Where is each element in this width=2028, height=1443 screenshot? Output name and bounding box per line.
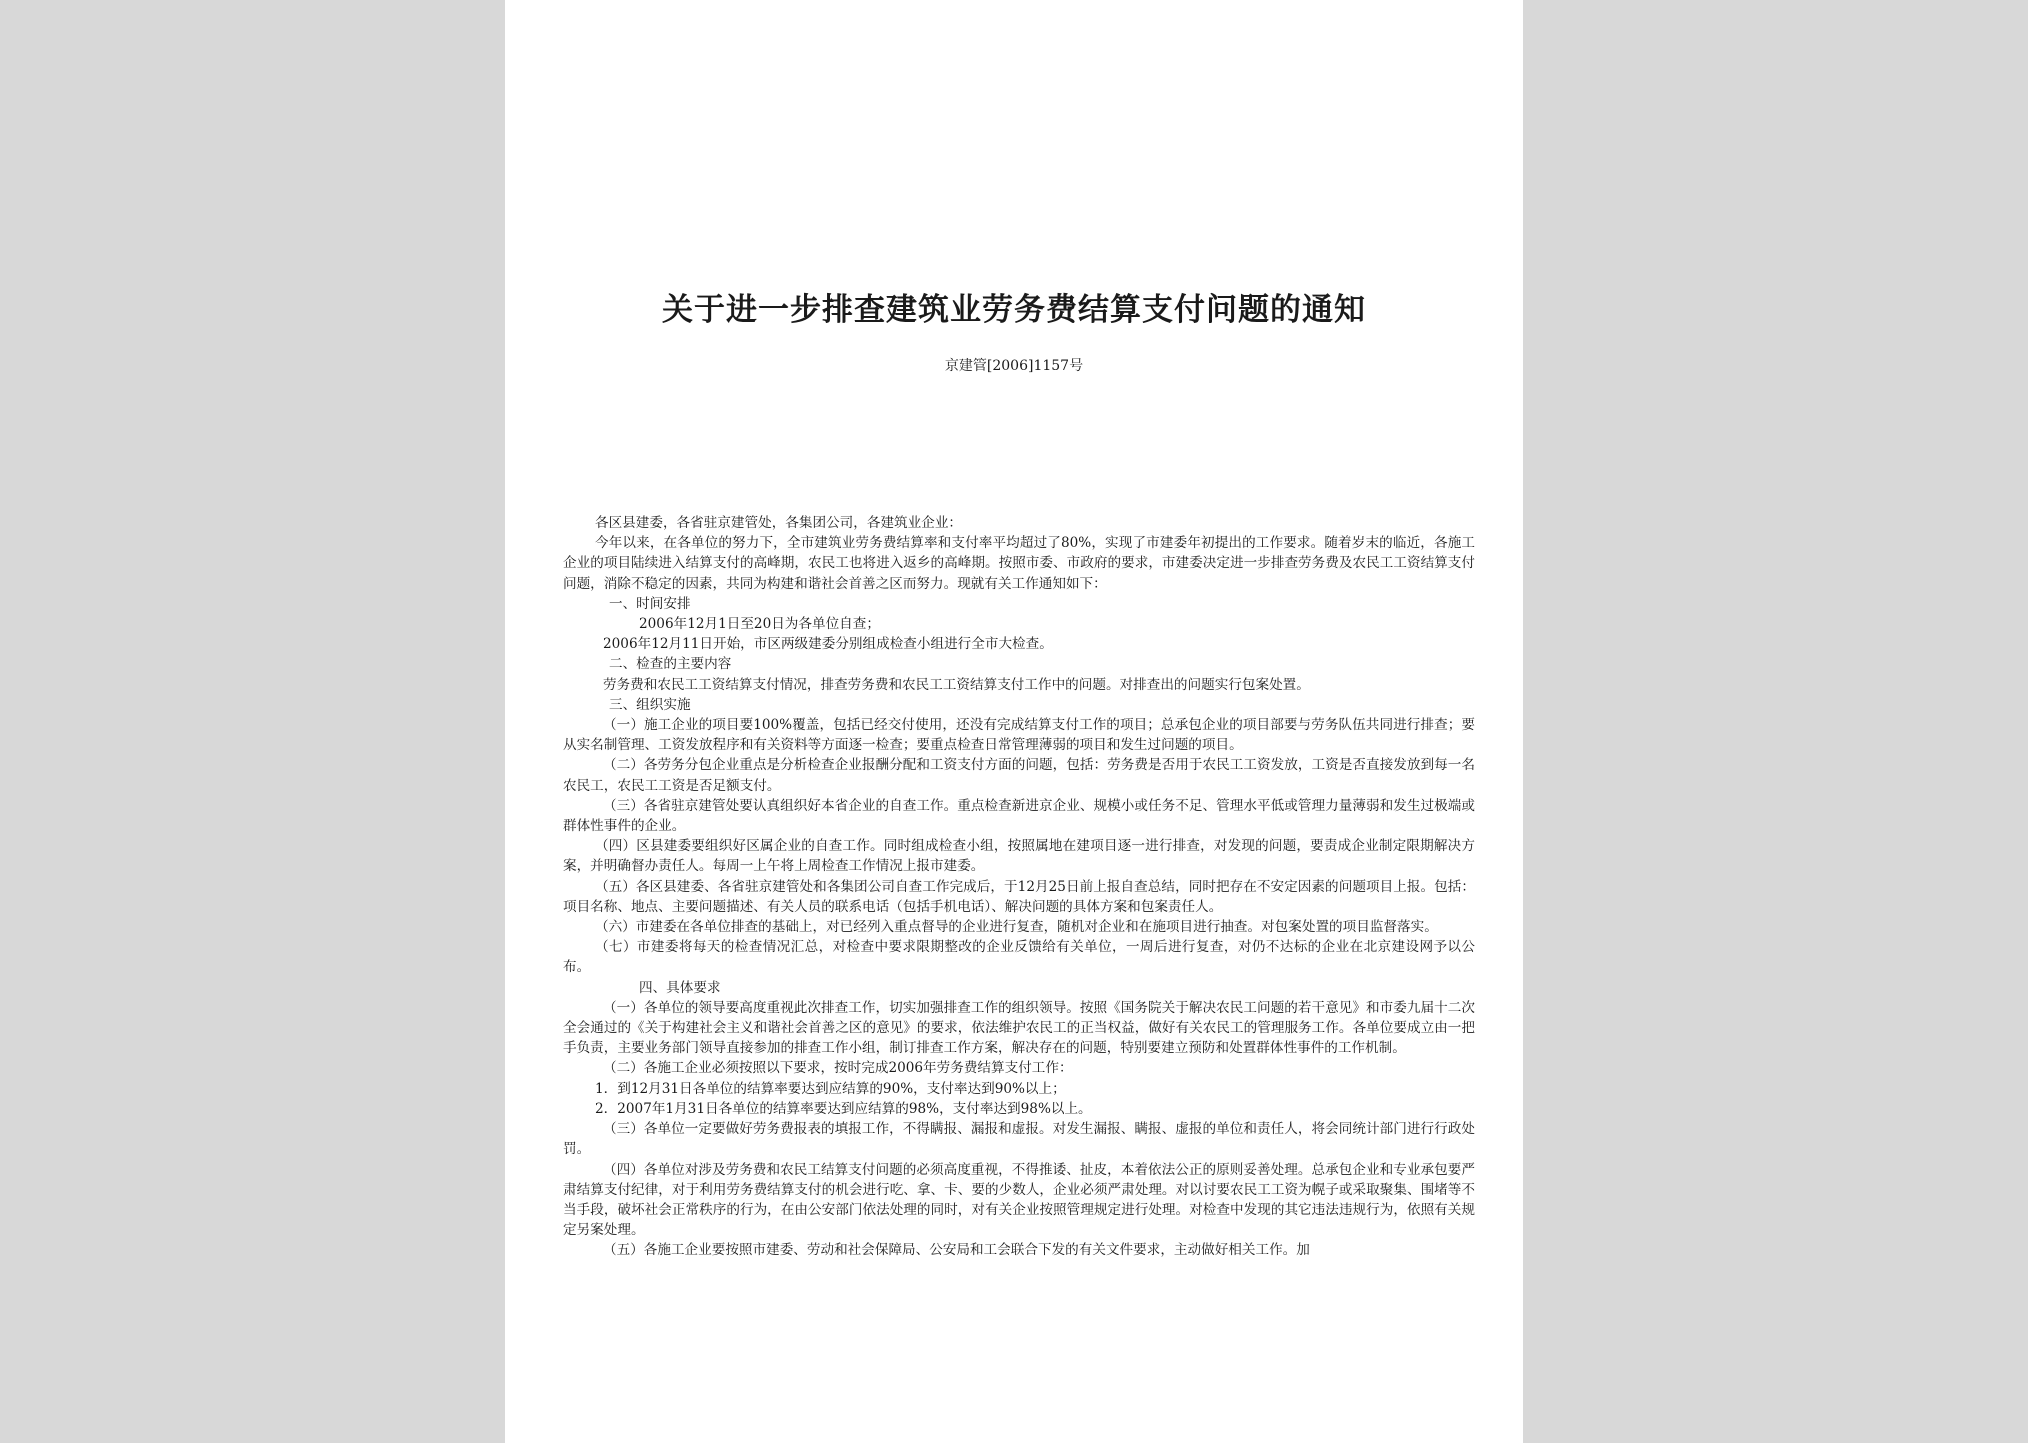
schedule-item-1: 2006年12月1日至20日为各单位自查； [639,616,880,633]
requirement-subitem-2: 2．2007年1月31日各单位的结算率要达到应结算的98%，支付率达到98%以上。 [595,1100,1092,1117]
section-heading-3: 三、组织实施 [609,696,691,713]
salutation: 各区县建委，各省驻京建管处，各集团公司，各建筑业企业： [595,515,963,531]
implementation-item-1: （一）施工企业的项目要100%覆盖，包括已经交付使用，还没有完成结算支付工作的项目；总承包企业的项目部要与劳务队伍共同进行排查；要从实名制管理、工资发放程序和有关资料等方面逐一检查；要重点检查日常管理薄弱的项目和发生过问题的项目。 [563,717,1475,754]
document-page [505,0,1523,1443]
requirement-item-5: （五）各施工企业要按照市建委、劳动和社会保障局、公安局和工会联合下发的有关文件要求，主动做好相关工作。加 [603,1242,1310,1259]
requirement-item-3: （三）各单位一定要做好劳务费报表的填报工作，不得瞒报、漏报和虚报。对发生漏报、瞒报、虚报的单位和责任人，将会同统计部门进行行政处罚。 [563,1121,1475,1158]
implementation-item-3: （三）各省驻京建管处要认真组织好本省企业的自查工作。重点检查新进京企业、规模小或任务不足、管理水平低或管理力量薄弱和发生过极端或群体性事件的企业。 [563,797,1475,835]
requirement-item-2: （二）各施工企业必须按照以下要求，按时完成2006年劳务费结算支付工作： [603,1060,1073,1077]
inspection-content: 劳务费和农民工工资结算支付情况，排查劳务费和农民工工资结算支付工作中的问题。对排查出的问题实行包案处置。 [603,676,1310,693]
section-heading-2: 二、检查的主要内容 [609,656,732,673]
document-title: 关于进一步排查建筑业劳务费结算支付问题的通知 [662,292,1366,328]
requirement-subitem-1: 1．到12月31日各单位的结算率要达到应结算的90%，支付率达到90%以上； [595,1080,1066,1097]
implementation-item-4: （四）区县建委要组织好区属企业的自查工作。同时组成检查小组，按照属地在建项目逐一进行排查，对发现的问题，要责成企业制定限期解决方案，并明确督办责任人。每周一上午将上周检查工作情况上报市建委。 [563,838,1475,875]
document-body [563,513,1475,1261]
requirement-item-4: （四）各单位对涉及劳务费和农民工结算支付问题的必须高度重视，不得推诿、扯皮，本着依法公正的原则妥善处理。总承包企业和专业承包要严肃结算支付纪律，对于利用劳务费结算支付的机会进行吃、拿、卡、要的少数人，企业必须严肃处理。对以讨要农民工工资为幌子或采取聚集、围堵等不当手段，破坏社会正常秩序的行为，在由公安部门依法处理的同时，对有关企业按照管理规定进行处理。对检查中发现的其它违法违规行为，依照有关规定另案处理。 [563,1161,1475,1239]
intro-paragraph: 今年以来，在各单位的努力下，全市建筑业劳务费结算率和支付率平均超过了80%，实现了市建委年初提出的工作要求。随着岁末的临近，各施工企业的项目陆续进入结算支付的高峰期，农民工也将进入返乡的高峰期。按照市委、市政府的要求，市建委决定进一步排查劳务费及农民工工资结算支付问题，消除不稳定的因素，共同为构建和谐社会首善之区而努力。现就有关工作通知如下： [563,535,1475,592]
requirement-item-1: （一）各单位的领导要高度重视此次排查工作，切实加强排查工作的组织领导。按照《国务院关于解决农民工问题的若干意见》和市委九届十二次全会通过的《关于构建社会主义和谐社会首善之区的意见》的要求，依法维护农民工的正当权益，做好有关农民工的管理服务工作。各单位要成立由一把手负责，主要业务部门领导直接参加的排查工作小组，制订排查工作方案，解决存在的问题，特别要建立预防和处置群体性事件的工作机制。 [563,999,1475,1057]
implementation-item-2: （二）各劳务分包企业重点是分析检查企业报酬分配和工资支付方面的问题，包括：劳务费是否用于农民工工资发放，工资是否直接发放到每一名农民工，农民工工资是否足额支付。 [563,757,1475,794]
schedule-item-2: 2006年12月11日开始，市区两级建委分别组成检查小组进行全市大检查。 [603,636,1053,653]
section-heading-4: 四、具体要求 [639,979,721,996]
implementation-item-7: （七）市建委将每天的检查情况汇总，对检查中要求限期整改的企业反馈给有关单位，一周后进行复查，对仍不达标的企业在北京建设网予以公布。 [563,939,1475,976]
implementation-item-5: （五）各区县建委、各省驻京建管处和各集团公司自查工作完成后，于12月25日前上报自查总结，同时把存在不安定因素的问题项目上报。包括：项目名称、地点、主要问题描述、有关人员的联系电话（包括手机电话）、解决问题的具体方案和包案责任人。 [563,878,1475,915]
implementation-item-6: （六）市建委在各单位排查的基础上，对已经列入重点督导的企业进行复查，随机对企业和在施项目进行抽查。对包案处置的项目监督落实。 [595,919,1438,936]
section-heading-1: 一、时间安排 [609,595,691,612]
document-number: 京建管[2006]1157号 [944,358,1084,374]
